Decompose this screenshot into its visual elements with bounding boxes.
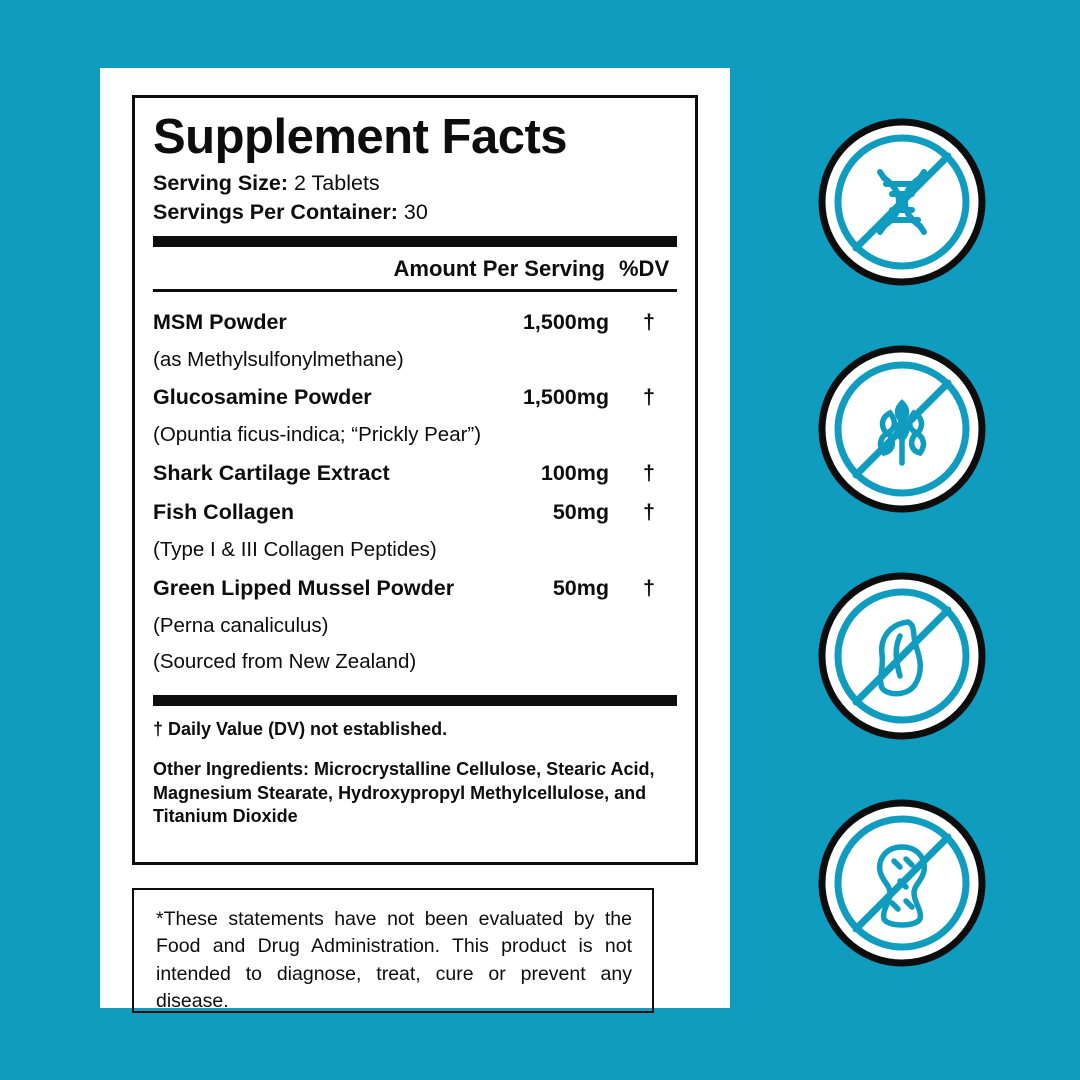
no-gluten-wheat-icon [812, 339, 992, 519]
divider-thin-header [153, 289, 677, 292]
divider-thick-bottom [153, 695, 677, 706]
ingredient-dv: † [643, 460, 655, 485]
serving-size-line [153, 169, 677, 198]
page-title: Supplement Facts [153, 110, 568, 164]
other-ingredients: Other Ingredients: Microcrystalline Cellulose, Stearic Acid, Magnesium Stearate, Hydroxypropyl Methylcellulose, and Titanium Dioxide [153, 758, 655, 827]
ingredient-subtext: (Type I & III Collagen Peptides) [153, 538, 437, 562]
table-column-headers [153, 247, 677, 289]
no-peanut-icon [812, 793, 992, 973]
serving-size-value: 2 Tablets [294, 170, 380, 195]
supplement-label-panel [100, 68, 730, 1013]
badge-no-gluten [812, 339, 992, 519]
servings-per-container-line [153, 198, 677, 227]
column-header-percent-dv: %DV [619, 255, 670, 281]
fda-disclaimer-box [132, 888, 654, 1013]
table-row [153, 569, 677, 608]
daily-value-note: † Daily Value (DV) not established. [153, 718, 448, 739]
ingredient-subtext: (Perna canaliculus) [153, 613, 329, 637]
ingredient-amount: 1,500mg [522, 385, 609, 410]
ingredient-subtext: (as Methylsulfonylmethane) [153, 347, 404, 371]
ingredient-name: Green Lipped Mussel Powder [153, 575, 455, 600]
column-header-amount-per-serving: Amount Per Serving [393, 255, 605, 281]
no-gmo-dna-icon [812, 112, 992, 292]
table-row [153, 378, 677, 417]
ingredient-amount: 100mg [540, 460, 609, 485]
servings-per-container-value: 30 [403, 199, 428, 224]
serving-size-label: Serving Size: [153, 170, 289, 195]
ingredient-subtext: (Opuntia ficus-indica; “Prickly Pear”) [153, 423, 482, 447]
table-row-subtext [153, 342, 677, 378]
table-row [153, 454, 677, 493]
table-row-subtext [153, 608, 677, 644]
ingredients-table [153, 303, 677, 681]
fda-disclaimer-text: *These statements have not been evaluated by the Food and Drug Administration. This product is not intended to diagnose, treat, cure or prevent any disease. [156, 908, 632, 1013]
servings-per-container-label: Servings Per Container: [153, 199, 398, 224]
badge-no-gmo [812, 112, 992, 292]
ingredient-dv: † [643, 385, 655, 410]
supplement-facts-box [132, 95, 698, 865]
ingredient-dv: † [643, 499, 655, 524]
no-shellfish-icon [812, 566, 992, 746]
ingredient-dv: † [643, 575, 655, 600]
ingredient-amount: 50mg [552, 499, 609, 524]
ingredient-amount: 1,500mg [522, 309, 609, 334]
divider-thick-top [153, 236, 677, 247]
ingredient-subtext: (Sourced from New Zealand) [153, 650, 417, 674]
ingredient-amount: 50mg [552, 575, 609, 600]
ingredient-name: MSM Powder [153, 309, 287, 334]
table-row-subtext [153, 417, 677, 453]
ingredient-dv: † [643, 309, 655, 334]
ingredient-name: Shark Cartilage Extract [153, 460, 390, 485]
table-row-subtext [153, 532, 677, 568]
ingredient-name: Glucosamine Powder [153, 385, 372, 410]
allergen-badge-column [812, 112, 992, 973]
table-row [153, 493, 677, 532]
badge-no-peanut [812, 793, 992, 973]
table-row [153, 303, 677, 342]
ingredient-name: Fish Collagen [153, 499, 294, 524]
badge-no-shellfish [812, 566, 992, 746]
table-row-subtext [153, 644, 677, 680]
